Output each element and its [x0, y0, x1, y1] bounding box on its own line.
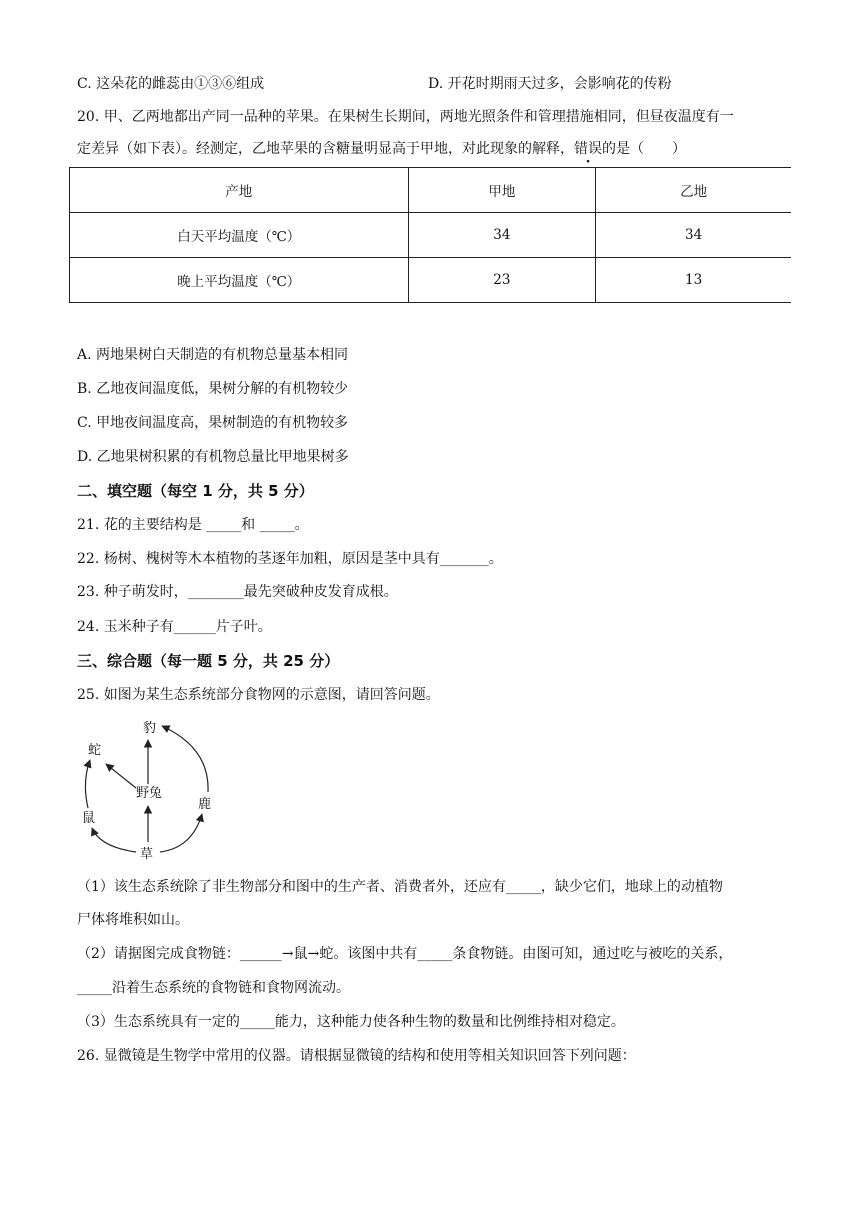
q21-text: 21. 花的主要结构是 _____和 _____。: [77, 517, 309, 533]
food-web-node-grass: 草: [140, 847, 154, 862]
table-cell: 23: [408, 258, 596, 303]
arrow-mouse-to-snake: [85, 760, 90, 808]
q25-stem: 25. 如图为某生态系统部分食物网的示意图，请回答问题。: [77, 687, 440, 703]
q20-option-c: C. 甲地夜间温度高，果树制造的有机物较多: [77, 415, 349, 431]
arrow-grass-to-mouse: [92, 828, 136, 852]
table-header-cell: 产地: [70, 168, 409, 213]
q25-part2-line1: （2）请据图完成食物链：______→鼠→蛇。该图中共有_____条食物链。由图可知，通过吃与被吃的关系，: [77, 946, 733, 962]
arrow-grass-to-deer: [160, 814, 202, 852]
food-web-node-snake: 蛇: [88, 743, 102, 758]
section-2-heading: 二、填空题（每空 1 分，共 5 分）: [77, 482, 314, 500]
table-row: [70, 258, 792, 303]
table-cell: 34: [408, 213, 596, 258]
q25-part2-line2: _____沿着生态系统的食物链和食物网流动。: [77, 980, 350, 996]
q23-text: 23. 种子萌发时，________最先突破种皮发育成根。: [77, 584, 398, 600]
q20-stem-line1: 20. 甲、乙两地都出产同一品种的苹果。在果树生长期间，两地光照条件和管理措施相同，但昼夜温度有一: [77, 109, 734, 125]
q20-stem-line2-post: 的是（ ）: [602, 141, 686, 157]
q20-stem-line2-pre: 定差异（如下表）。经测定，乙地苹果的含糖量明显高于甲地，对此现象的解释，: [77, 141, 574, 157]
food-web-node-deer: 鹿: [198, 797, 212, 812]
table-cell: 34: [596, 213, 791, 258]
arrow-deer-to-leopard: [162, 726, 208, 792]
table-row: [70, 213, 792, 258]
q25-part1-line2: 尸体将堆积如山。: [77, 912, 189, 928]
q20-option-a: A. 两地果树白天制造的有机物总量基本相同: [77, 347, 349, 363]
table-header-row: [70, 168, 792, 213]
food-web-node-mouse: 鼠: [82, 811, 96, 826]
table-header-cell: 甲地: [408, 168, 596, 213]
q20-option-b: B. 乙地夜间温度低，果树分解的有机物较少: [77, 381, 349, 397]
q20-emphasis-word: 错误: [574, 141, 602, 157]
q19-option-d: D. 开花时期雨天过多，会影响花的传粉: [428, 76, 672, 92]
table-cell: 白天平均温度（℃）: [70, 213, 409, 258]
section-3-heading: 三、综合题（每一题 5 分，共 25 分）: [77, 652, 340, 670]
food-web-node-rabbit: 野兔: [136, 786, 163, 801]
food-web-node-leopard: 豹: [143, 721, 157, 736]
q20-option-d: D. 乙地果树积累的有机物总量比甲地果树多: [77, 449, 349, 465]
food-web-diagram: [70, 712, 250, 862]
q24-text: 24. 玉米种子有______片子叶。: [77, 619, 272, 635]
q25-part3: （3）生态系统具有一定的_____能力，这种能力使各种生物的数量和比例维持相对稳定。: [77, 1014, 625, 1030]
table-cell: 晚上平均温度（℃）: [70, 258, 409, 303]
q25-part1-line1: （1）该生态系统除了非生物部分和图中的生产者、消费者外，还应有_____，缺少它们，地球上的动植物: [77, 879, 723, 895]
table-header-cell: 乙地: [596, 168, 791, 213]
q19-option-c: C. 这朵花的雌蕊由①③⑥组成: [77, 76, 265, 92]
q26-stem: 26. 显微镜是生物学中常用的仪器。请根据显微镜的结构和使用等相关知识回答下列问题：: [77, 1048, 636, 1064]
q22-text: 22. 杨树、槐树等木本植物的茎逐年加粗，原因是茎中具有_______。: [77, 551, 503, 567]
table-cell: 13: [596, 258, 791, 303]
q20-temperature-table: [69, 167, 791, 303]
q20-stem-line2: [77, 139, 686, 159]
arrow-rabbit-to-snake: [106, 764, 136, 788]
